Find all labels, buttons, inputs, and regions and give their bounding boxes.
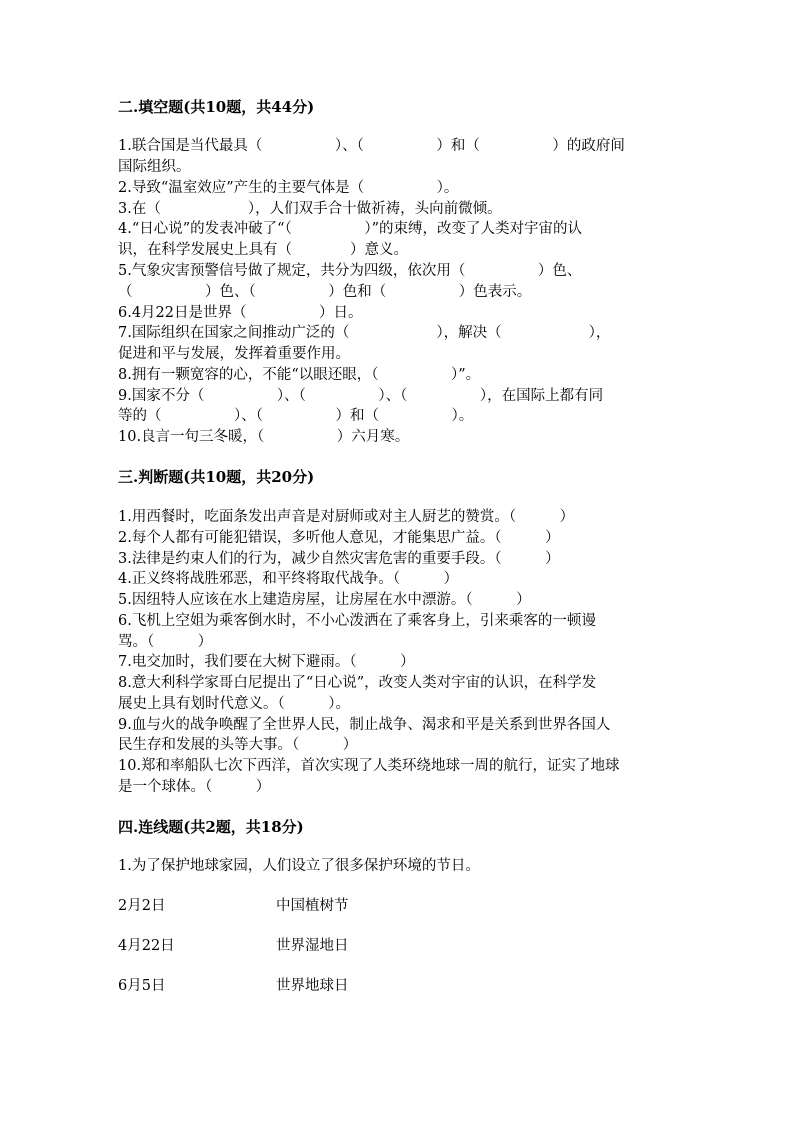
judge-line: 10.郑和率船队七次下西洋，首次实现了人类环绕地球一周的航行，证实了地球 — [118, 758, 620, 774]
judge-line: 8.意大利科学家哥白尼提出了“日心说”，改变人类对宇宙的认识，在科学发 — [118, 675, 597, 691]
fill-line: 6.4月22日是世界（ ）日。 — [118, 305, 363, 321]
match-right-item: 中国植树节 — [276, 898, 349, 914]
section-heading-judge: 三.判断题(共10题，共20分) — [118, 468, 315, 486]
fill-line: 促进和平与发展，发挥着重要作用。 — [118, 346, 350, 362]
judge-line: 骂。（ ） — [118, 634, 213, 650]
judge-line: 6.飞机上空姐为乘客倒水时，不小心泼洒在了乘客身上，引来乘客的一顿谩 — [118, 613, 596, 629]
section-heading-fill: 二.填空题(共10题，共44分) — [118, 98, 315, 116]
judge-line: 2.每个人都有可能犯错误，多听他人意见，才能集思广益。（ ） — [118, 530, 560, 546]
fill-line: 等的（ ）、（ ）和（ ）。 — [118, 408, 474, 424]
judge-line: 展史上具有划时代意义。（ ）。 — [118, 696, 350, 712]
fill-line: 10.良言一句三冬暖，（ ）六月寒。 — [118, 429, 410, 445]
judge-line: 是一个球体。（ ） — [118, 779, 271, 795]
fill-line: 9.国家不分（ ）、（ ）、（ ），在国际上都有同 — [118, 388, 604, 404]
judge-line: 4.正义终将战胜邪恶，和平终将取代战争。（ ） — [118, 571, 459, 587]
judge-line: 3.法律是约束人们的行为，减少自然灾害危害的重要手段。（ ） — [118, 551, 560, 567]
fill-line: 5.气象灾害预警信号做了规定，共分为四级，依次用（ ）色、 — [118, 263, 582, 279]
match-left-item: 2月2日 — [118, 898, 166, 914]
match-left-item: 6月5日 — [118, 978, 166, 994]
fill-line: 7.国际组织在国家之间推动广泛的（ ），解决（ ）， — [118, 325, 611, 341]
fill-line: 2.导致“温室效应”产生的主要气体是（ ）。 — [118, 180, 459, 196]
match-right-item: 世界湿地日 — [276, 938, 349, 954]
judge-line: 9.血与火的战争唤醒了全世界人民，制止战争、渴求和平是关系到世界各国人 — [118, 717, 611, 733]
match-left-item: 4月22日 — [118, 938, 175, 954]
judge-line: 5.因纽特人应该在水上建造房屋，让房屋在水中漂游。（ ） — [118, 592, 531, 608]
match-intro: 1.为了保护地球家园，人们设立了很多保护环境的节日。 — [118, 858, 480, 874]
fill-line: 识，在科学发展史上具有（ ）意义。 — [118, 242, 408, 258]
fill-line: 8.拥有一颗宽容的心，不能“以眼还眼，（ ）”。 — [118, 367, 481, 383]
judge-line: 1.用西餐时，吃面条发出声音是对厨师或对主人厨艺的赞赏。（ ） — [118, 509, 575, 525]
match-right-item: 世界地球日 — [276, 978, 349, 994]
fill-line: 国际组织。 — [118, 159, 191, 175]
judge-line: 7.电交加时，我们要在大树下避雨。（ ） — [118, 654, 415, 670]
fill-line: 4.“日心说”的发表冲破了“（ ）”的束缚，改变了人类对宇宙的认 — [118, 221, 582, 237]
fill-line: 3.在（ ），人们双手合十做祈祷，头向前微倾。 — [118, 201, 502, 217]
fill-line: （ ）色、（ ）色和（ ）色表示。 — [118, 284, 532, 300]
judge-line: 民生存和发展的头等大事。（ ） — [118, 737, 358, 753]
fill-line: 1.联合国是当代最具（ ）、（ ）和（ ）的政府间 — [118, 138, 625, 154]
section-heading-match: 四.连线题(共2题，共18分) — [118, 818, 304, 836]
